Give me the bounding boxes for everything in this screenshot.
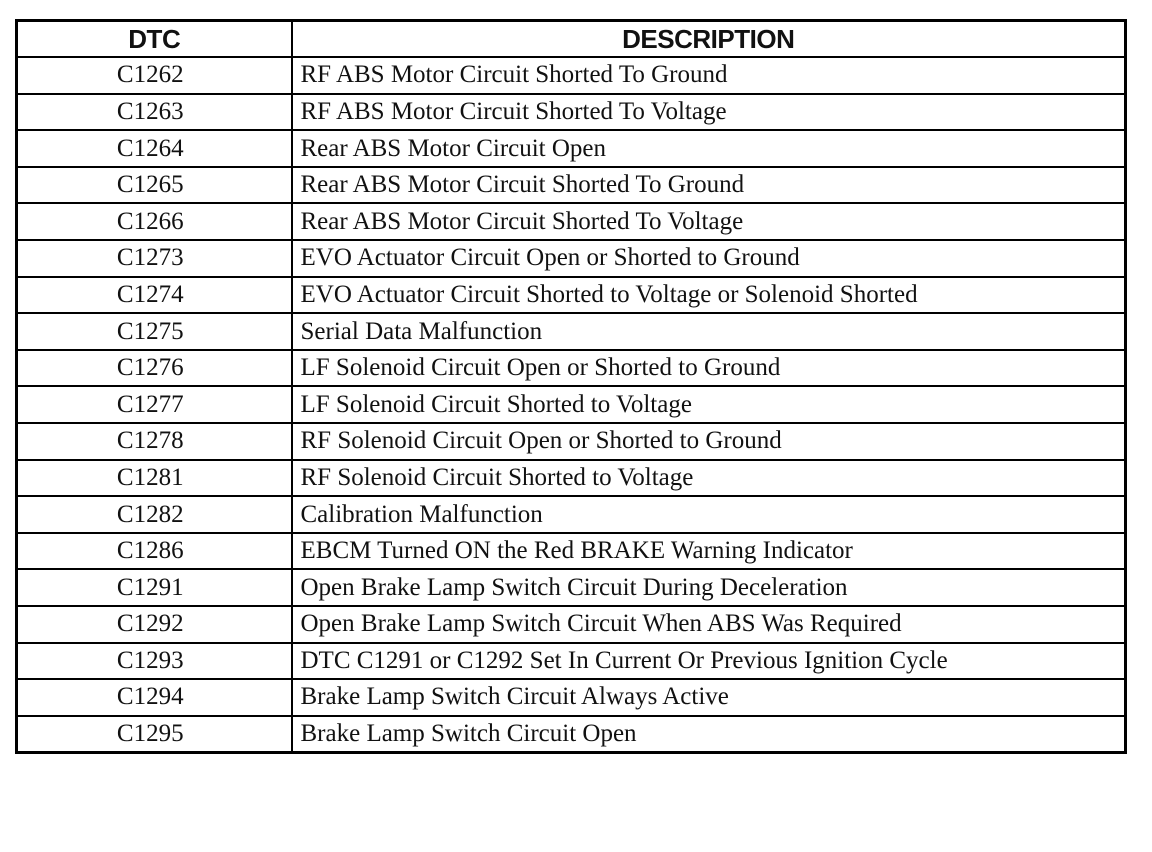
dtc-description-cell: LF Solenoid Circuit Shorted to Voltage	[292, 386, 1126, 423]
table-row	[17, 167, 1126, 204]
table-row	[17, 643, 1126, 680]
table-row	[17, 386, 1126, 423]
dtc-description-cell: Rear ABS Motor Circuit Open	[292, 130, 1126, 167]
dtc-description-cell: Calibration Malfunction	[292, 496, 1126, 533]
dtc-description-cell: Serial Data Malfunction	[292, 313, 1126, 350]
dtc-code-cell: C1266	[17, 203, 292, 240]
table-row	[17, 679, 1126, 716]
dtc-description-cell: RF Solenoid Circuit Shorted to Voltage	[292, 460, 1126, 497]
dtc-code-cell: C1292	[17, 606, 292, 643]
table-row	[17, 423, 1126, 460]
dtc-code-cell: C1291	[17, 569, 292, 606]
dtc-description-cell: RF Solenoid Circuit Open or Shorted to Ground	[292, 423, 1126, 460]
dtc-code-cell: C1294	[17, 679, 292, 716]
dtc-code-cell: C1295	[17, 716, 292, 753]
table-row	[17, 496, 1126, 533]
dtc-code-cell: C1263	[17, 94, 292, 131]
dtc-description-cell: Rear ABS Motor Circuit Shorted To Voltage	[292, 203, 1126, 240]
dtc-code-cell: C1278	[17, 423, 292, 460]
dtc-code-cell: C1274	[17, 277, 292, 314]
table-row	[17, 240, 1126, 277]
table-row	[17, 57, 1126, 94]
table-row	[17, 277, 1126, 314]
dtc-description-cell: EVO Actuator Circuit Open or Shorted to Ground	[292, 240, 1126, 277]
dtc-description-cell: RF ABS Motor Circuit Shorted To Ground	[292, 57, 1126, 94]
dtc-code-cell: C1293	[17, 643, 292, 680]
dtc-code-cell: C1276	[17, 350, 292, 387]
dtc-description-cell: DTC C1291 or C1292 Set In Current Or Previous Ignition Cycle	[292, 643, 1126, 680]
dtc-description-cell: Brake Lamp Switch Circuit Open	[292, 716, 1126, 753]
dtc-code-cell: C1275	[17, 313, 292, 350]
dtc-description-cell: RF ABS Motor Circuit Shorted To Voltage	[292, 94, 1126, 131]
table-row	[17, 203, 1126, 240]
table-row	[17, 569, 1126, 606]
dtc-code-cell: C1264	[17, 130, 292, 167]
dtc-code-cell: C1273	[17, 240, 292, 277]
table-row	[17, 130, 1126, 167]
dtc-table	[15, 19, 1127, 754]
dtc-description-cell: Brake Lamp Switch Circuit Always Active	[292, 679, 1126, 716]
table-row	[17, 313, 1126, 350]
dtc-code-cell: C1286	[17, 533, 292, 570]
column-header-dtc: DTC	[17, 21, 292, 58]
dtc-description-cell: Open Brake Lamp Switch Circuit When ABS Was Required	[292, 606, 1126, 643]
table-row	[17, 716, 1126, 753]
column-header-description: DESCRIPTION	[292, 21, 1126, 58]
table-row	[17, 350, 1126, 387]
dtc-code-cell: C1277	[17, 386, 292, 423]
dtc-description-cell: Rear ABS Motor Circuit Shorted To Ground	[292, 167, 1126, 204]
dtc-description-cell: LF Solenoid Circuit Open or Shorted to Ground	[292, 350, 1126, 387]
table-row	[17, 533, 1126, 570]
table-body	[17, 57, 1126, 752]
dtc-code-cell: C1265	[17, 167, 292, 204]
dtc-description-cell: EBCM Turned ON the Red BRAKE Warning Indicator	[292, 533, 1126, 570]
table-header-row	[17, 21, 1126, 58]
dtc-description-cell: Open Brake Lamp Switch Circuit During Deceleration	[292, 569, 1126, 606]
dtc-description-cell: EVO Actuator Circuit Shorted to Voltage or Solenoid Shorted	[292, 277, 1126, 314]
dtc-code-cell: C1282	[17, 496, 292, 533]
table-row	[17, 606, 1126, 643]
dtc-code-cell: C1281	[17, 460, 292, 497]
table-row	[17, 460, 1126, 497]
dtc-code-cell: C1262	[17, 57, 292, 94]
table-row	[17, 94, 1126, 131]
